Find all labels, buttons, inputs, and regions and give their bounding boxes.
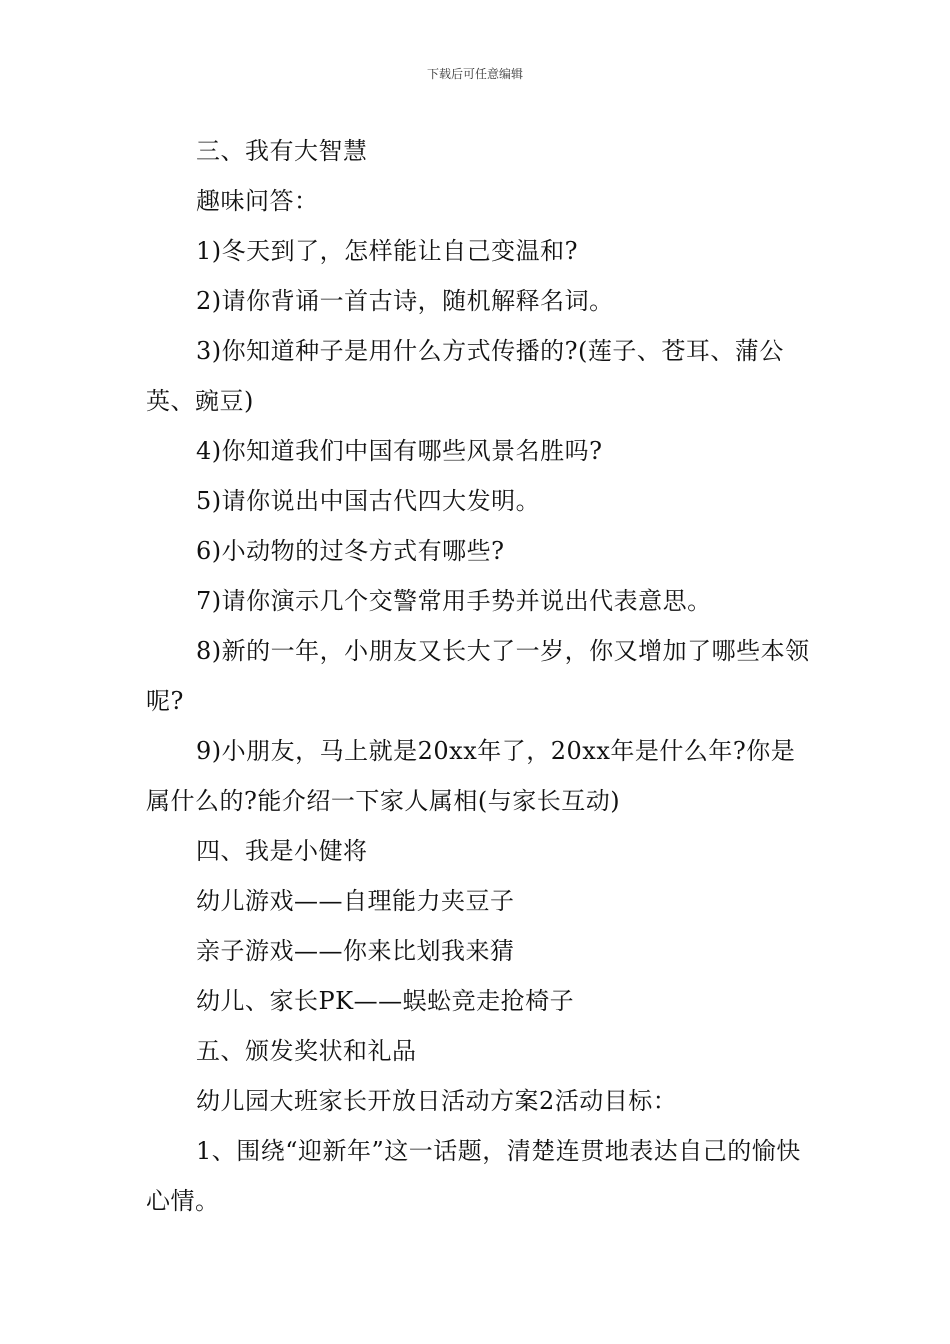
section-heading-wisdom: 三、我有大智慧 — [196, 137, 368, 165]
quiz-question-4: 4)你知道我们中国有哪些风景名胜吗? — [196, 437, 603, 465]
quiz-intro: 趣味问答： — [196, 187, 319, 215]
quiz-question-1: 1)冬天到了，怎样能让自己变温和? — [196, 237, 578, 265]
game-item-1: 幼儿游戏——自理能力夹豆子 — [196, 887, 515, 915]
quiz-question-3: 3)你知道种子是用什么方式传播的?(莲子、苍耳、蒲公英、豌豆) — [146, 337, 784, 415]
game-item-2: 亲子游戏——你来比划我来猜 — [196, 937, 515, 965]
plan-2-title: 幼儿园大班家长开放日活动方案2活动目标： — [196, 1087, 678, 1115]
quiz-question-7: 7)请你演示几个交警常用手势并说出代表意思。 — [196, 587, 712, 615]
quiz-question-2: 2)请你背诵一首古诗，随机解释名词。 — [196, 287, 614, 315]
quiz-question-6: 6)小动物的过冬方式有哪些? — [196, 537, 505, 565]
section-heading-athlete: 四、我是小健将 — [196, 837, 368, 865]
quiz-question-9: 9)小朋友，马上就是20xx年了，20xx年是什么年?你是属什么的?能介绍一下家人属相(与家长互动) — [146, 737, 796, 815]
quiz-question-5: 5)请你说出中国古代四大发明。 — [196, 487, 541, 515]
game-item-3: 幼儿、家长PK——蜈蚣竞走抢椅子 — [196, 987, 575, 1015]
quiz-question-8: 8)新的一年，小朋友又长大了一岁，你又增加了哪些本领呢? — [146, 637, 810, 715]
page-header: 下载后可任意编辑 — [426, 67, 523, 81]
goal-item-1: 1、围绕“迎新年”这一话题，清楚连贯地表达自己的愉快心情。 — [146, 1137, 801, 1215]
document-body — [146, 126, 810, 1226]
section-heading-awards: 五、颁发奖状和礼品 — [196, 1037, 417, 1065]
